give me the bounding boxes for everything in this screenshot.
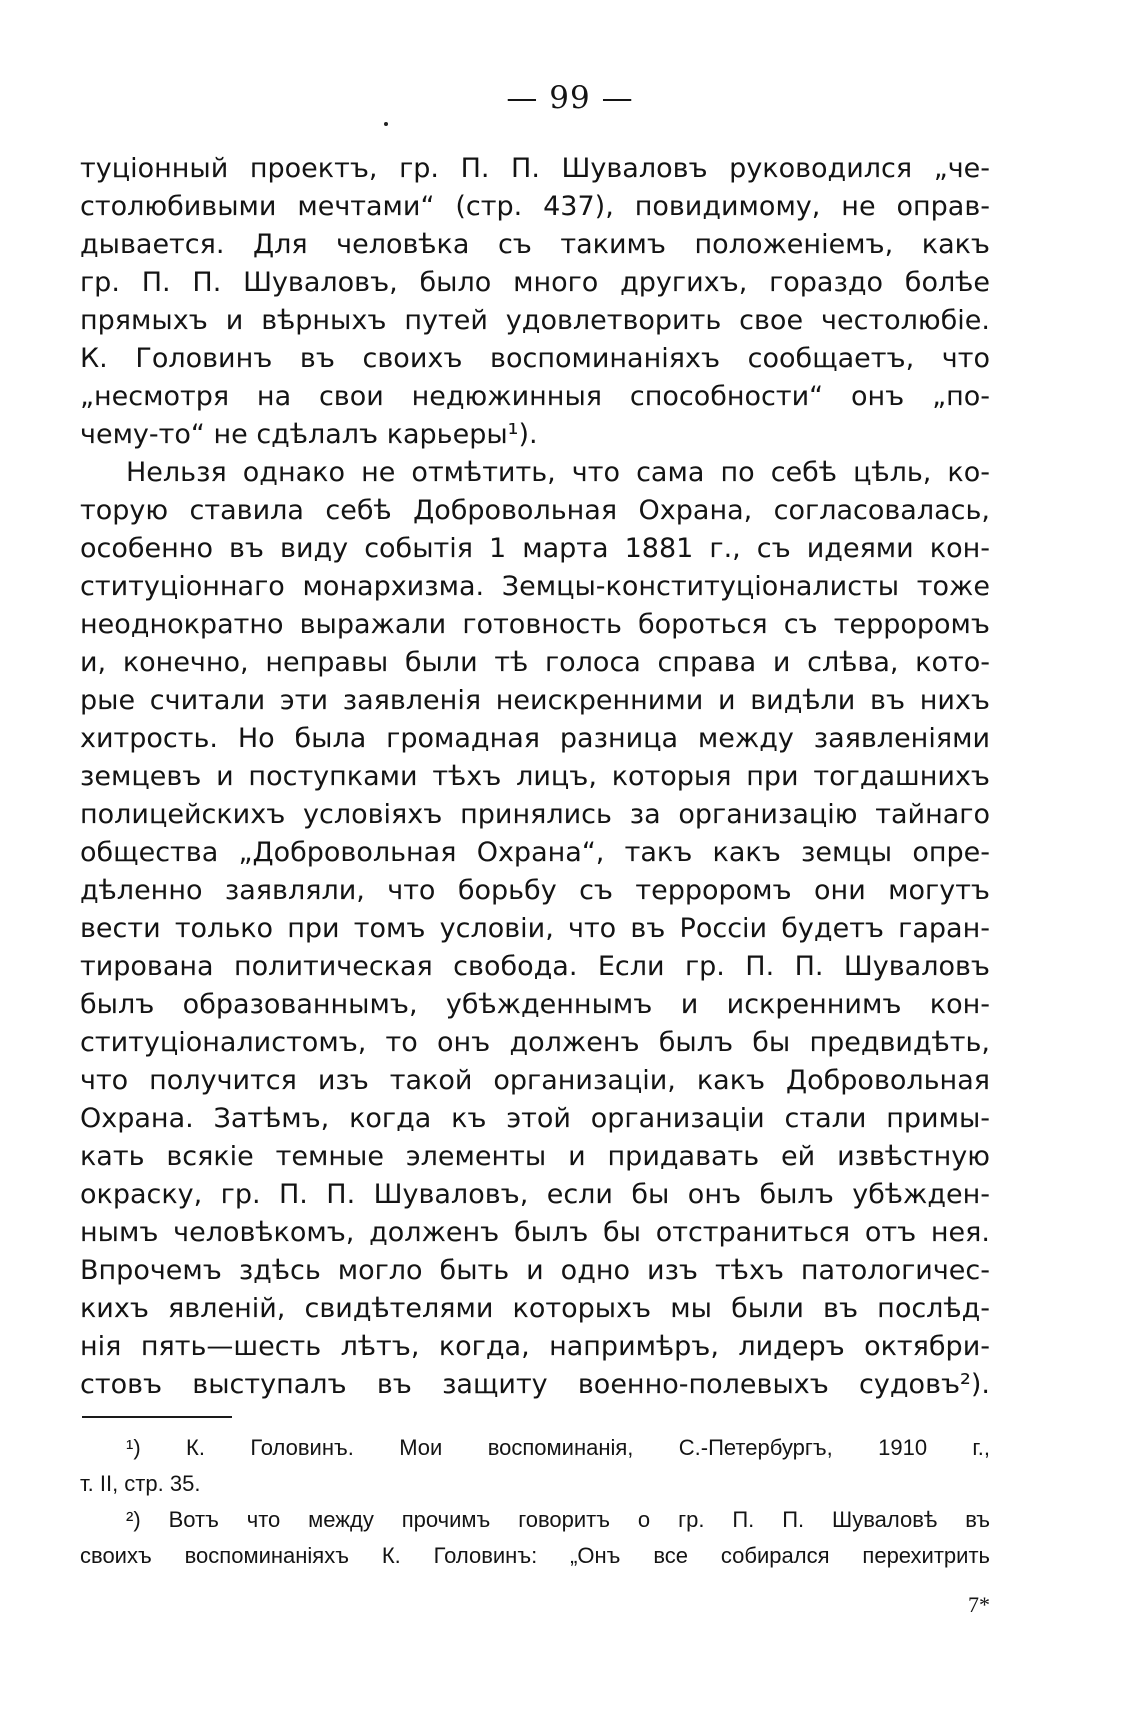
text-line: общества „Добровольная Охрана“, такъ какъ земцы опре- [80,837,990,868]
text-line: ституціоналистомъ, то онъ долженъ былъ бы предвидѣть, [80,1027,990,1058]
footnote-divider [82,1416,232,1418]
footnote-line: ¹) К. Головинъ. Мои воспоминанія, С.-Петербургъ, 1910 г., [126,1435,990,1460]
text-line: чему-то“ не сдѣлалъ карьеры¹). [80,419,538,450]
text-line: рые считали эти заявленія неискренними и видѣли въ нихъ [80,685,990,716]
text-line: „несмотря на свои недюжинныя способности“ онъ „по- [80,381,990,412]
text-line: столюбивыми мечтами“ (стр. 437), повидимому, не оправ- [80,191,990,222]
text-line: стовъ выступалъ въ защиту военно-полевыхъ судовъ²). [80,1369,990,1400]
text-line: полицейскихъ условіяхъ принялись за организацію тайнаго [80,799,990,830]
text-line: и, конечно, неправы были тѣ голоса справа и слѣва, кото- [80,647,990,678]
body-text [80,150,990,1404]
signature-mark: 7* [968,1592,990,1617]
text-line: дывается. Для человѣка съ такимъ положеніемъ, какъ [80,229,990,260]
text-line: кать всякіе темные элементы и придавать ей извѣстную [80,1141,990,1172]
text-line: что получится изъ такой организаціи, какъ Добровольная [80,1065,990,1096]
footnote-line: т. II, стр. 35. [80,1471,201,1496]
text-line: вести только при томъ условіи, что въ Россіи будетъ гаран- [80,913,990,944]
text-line: тирована политическая свобода. Если гр. П. П. Шуваловъ [80,951,990,982]
text-line: кихъ явленій, свидѣтелями которыхъ мы были въ послѣд- [80,1293,990,1324]
text-line: былъ образованнымъ, убѣжденнымъ и искреннимъ кон- [80,989,990,1020]
text-line: Охрана. Затѣмъ, когда къ этой организаціи стали примы- [80,1103,990,1134]
text-line: К. Головинъ въ своихъ воспоминаніяхъ сообщаетъ, что [80,343,990,374]
ink-speck [384,122,388,126]
footnote-line: своихъ воспоминаніяхъ К. Головинъ: „Онъ все собирался перехитрить [80,1543,990,1568]
text-line: нія пять—шесть лѣтъ, когда, напримѣръ, лидеръ октябри- [80,1331,990,1362]
text-line: торую ставила себѣ Добровольная Охрана, согласовалась, [80,495,990,526]
text-line: туціонный проектъ, гр. П. П. Шуваловъ руководился „че- [80,153,990,184]
footnotes [80,1430,990,1574]
text-line: гр. П. П. Шуваловъ, было много другихъ, гораздо болѣе [80,267,990,298]
text-line: прямыхъ и вѣрныхъ путей удовлетворить свое честолюбіе. [80,305,990,336]
text-line: неоднократно выражали готовность бороться съ терроромъ [80,609,990,640]
text-line: Впрочемъ здѣсь могло быть и одно изъ тѣхъ патологичес- [80,1255,990,1286]
text-line: хитрость. Но была громадная разница между заявленіями [80,723,990,754]
text-line: земцевъ и поступками тѣхъ лицъ, которыя при тогдашнихъ [80,761,990,792]
page-number: — 99 — [506,80,634,116]
text-line: ституціоннаго монархизма. Земцы-конституціоналисты тоже [80,571,990,602]
text-line: окраску, гр. П. П. Шуваловъ, если бы онъ былъ убѣжден- [80,1179,990,1210]
text-line: нымъ человѣкомъ, долженъ былъ бы отстраниться отъ нея. [80,1217,990,1248]
paragraph-start-line: Нельзя однако не отмѣтить, что сама по себѣ цѣль, ко- [126,457,990,488]
text-line: дѣленно заявляли, что борьбу съ терроромъ они могутъ [80,875,990,906]
text-line: особенно въ виду событія 1 марта 1881 г., съ идеями кон- [80,533,990,564]
footnote-line: ²) Вотъ что между прочимъ говоритъ о гр. П. П. Шуваловѣ въ [126,1507,990,1532]
